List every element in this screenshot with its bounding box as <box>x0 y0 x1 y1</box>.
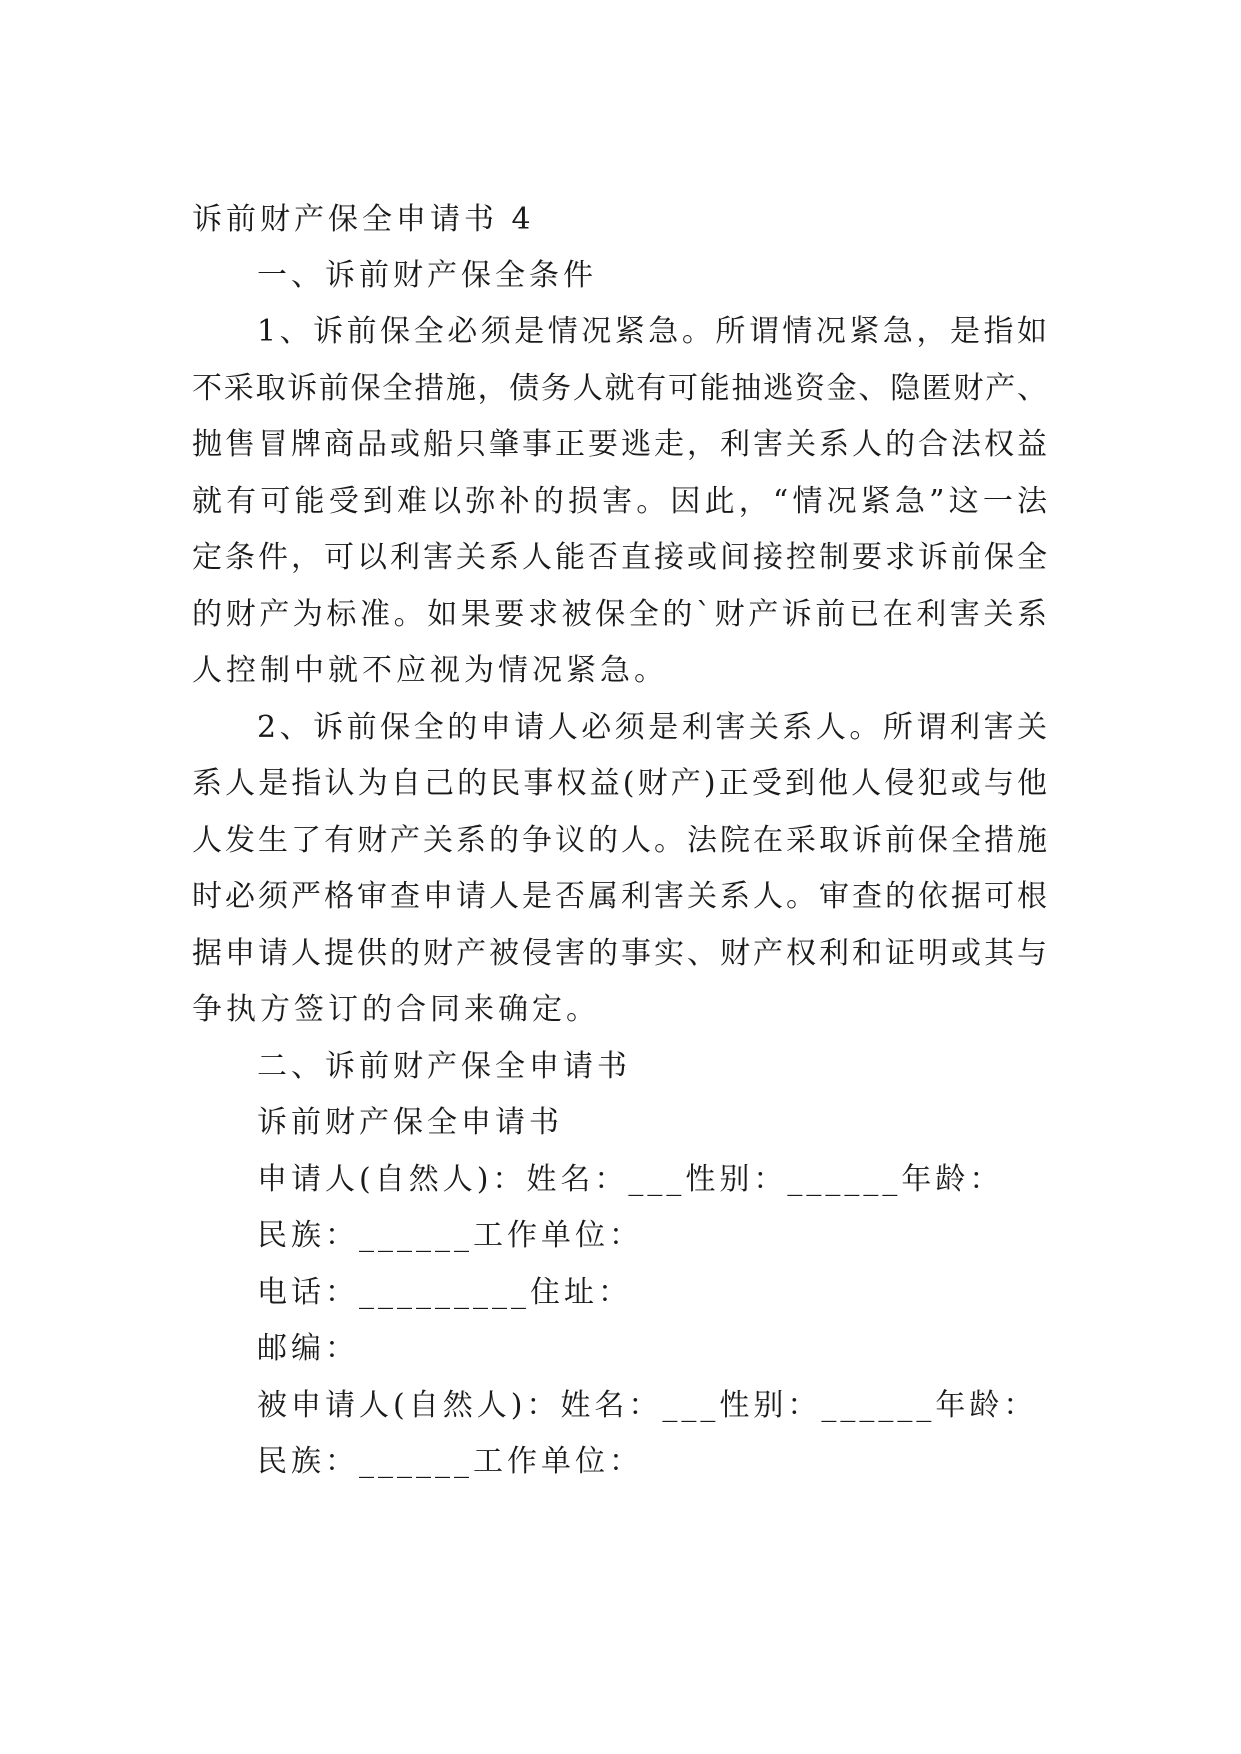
applicant-ethnicity-line: 民族：______工作单位： <box>257 1218 643 1253</box>
respondent-info-line: 被申请人(自然人)：姓名：___性别：______年龄： <box>257 1388 1038 1423</box>
paragraph-line: 据申请人提供的财产被侵害的事实、财产权利和证明或其与 <box>192 936 1047 971</box>
paragraph-line: 时必须严格审查申请人是否属利害关系人。审查的依据可根 <box>192 879 1047 914</box>
section-heading: 二、诉前财产保全申请书 <box>257 1049 631 1084</box>
paragraph-line: 不采取诉前保全措施，债务人就有可能抽逃资金、隐匿财产、 <box>192 371 1047 406</box>
applicant-phone-line: 电话：_________住址： <box>257 1275 632 1310</box>
section-heading: 一、诉前财产保全条件 <box>257 258 597 293</box>
paragraph-line: 的财产为标准。如果要求被保全的`财产诉前已在利害关系 <box>192 597 1047 632</box>
paragraph-line: 抛售冒牌商品或船只肇事正要逃走，利害关系人的合法权益 <box>192 427 1047 462</box>
paragraph-line: 2、诉前保全的申请人必须是利害关系人。所谓利害关 <box>257 710 1047 745</box>
applicant-postcode-line: 邮编： <box>257 1331 359 1366</box>
document-title: 诉前财产保全申请书 4 <box>192 202 535 237</box>
paragraph-line: 1、诉前保全必须是情况紧急。所谓情况紧急，是指如 <box>257 314 1047 349</box>
paragraph-line: 争执方签订的合同来确定。 <box>192 992 600 1027</box>
paragraph-line: 定条件，可以利害关系人能否直接或间接控制要求诉前保全 <box>192 540 1047 575</box>
form-title: 诉前财产保全申请书 <box>257 1105 563 1140</box>
paragraph-line: 系人是指认为自己的民事权益(财产)正受到他人侵犯或与他 <box>192 766 1047 801</box>
paragraph-line: 就有可能受到难以弥补的损害。因此，“情况紧急”这一法 <box>192 484 1047 519</box>
paragraph-line: 人控制中就不应视为情况紧急。 <box>192 653 668 688</box>
applicant-info-line: 申请人(自然人)：姓名：___性别：______年龄： <box>257 1162 1004 1197</box>
respondent-ethnicity-line: 民族：______工作单位： <box>257 1444 643 1479</box>
paragraph-line: 人发生了有财产关系的争议的人。法院在采取诉前保全措施 <box>192 823 1047 858</box>
